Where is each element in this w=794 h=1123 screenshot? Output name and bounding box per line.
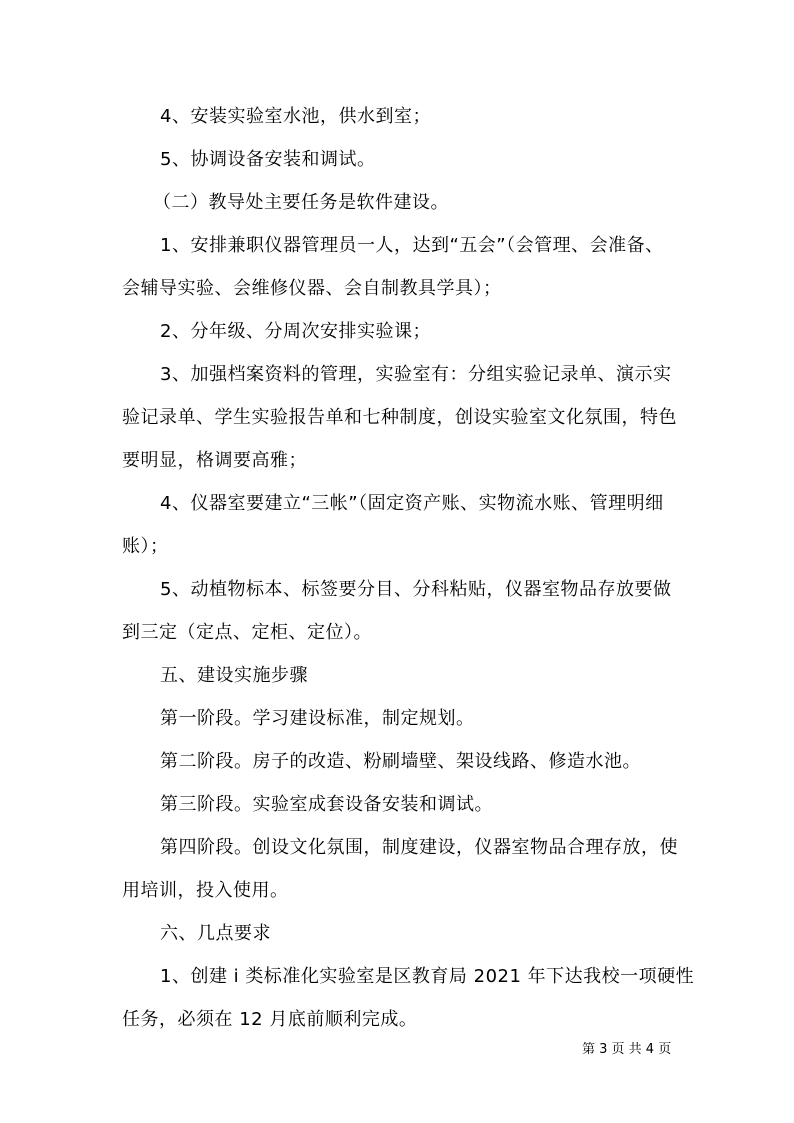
paragraph-line: 1、创建 i 类标准化实验室是区教育局 2021 年下达我校一项硬性 [160,966,695,987]
section-heading: 五、建设实施步骤 [160,665,308,686]
paragraph-line: 5、动植物标本、标签要分目、分科粘贴，仪器室物品存放要做 [160,579,672,600]
paragraph-line: 账）； [122,536,169,557]
paragraph-line: 要明显，格调要高雅； [122,450,307,471]
paragraph-line: 会辅导实验、会维修仪器、会自制教具学具）； [122,278,502,299]
paragraph-line: 4、安装实验室水池，供水到室； [160,106,431,127]
paragraph-line: 第四阶段。创设文化氛围，制度建设，仪器室物品合理存放，使 [160,837,678,858]
section-heading: 六、几点要求 [160,923,271,944]
paragraph-line: 4、仪器室要建立“三帐”（固定资产账、实物流水账、管理明细 [160,493,664,514]
paragraph-line: 5、协调设备安装和调试。 [160,149,376,170]
paragraph-line: 到三定（定点、定柜、定位）。 [122,622,372,643]
paragraph-line: 第三阶段。实验室成套设备安装和调试。 [160,794,493,815]
paragraph-line: 验记录单、学生实验报告单和七种制度，创设实验室文化氛围，特色 [122,407,677,428]
paragraph-line: 1、安排兼职仪器管理员一人，达到“五会”（会管理、会准备、 [160,235,664,256]
paragraph-line: 3、加强档案资料的管理，实验室有：分组实验记录单、演示实 [160,364,672,385]
page-footer: 第 3 页 共 4 页 [582,1042,672,1057]
paragraph-line: 第一阶段。学习建设标准，制定规划。 [160,708,475,729]
paragraph-line: 用培训，投入使用。 [122,880,289,901]
section-heading: （二）教导处主要任务是软件建设。 [153,192,449,213]
paragraph-line: 2、分年级、分周次安排实验课； [160,321,431,342]
paragraph-line: 第二阶段。房子的改造、粉刷墙壁、架设线路、修造水池。 [160,751,641,772]
paragraph-line: 任务，必须在 12 月底前顺利完成。 [122,1009,418,1030]
